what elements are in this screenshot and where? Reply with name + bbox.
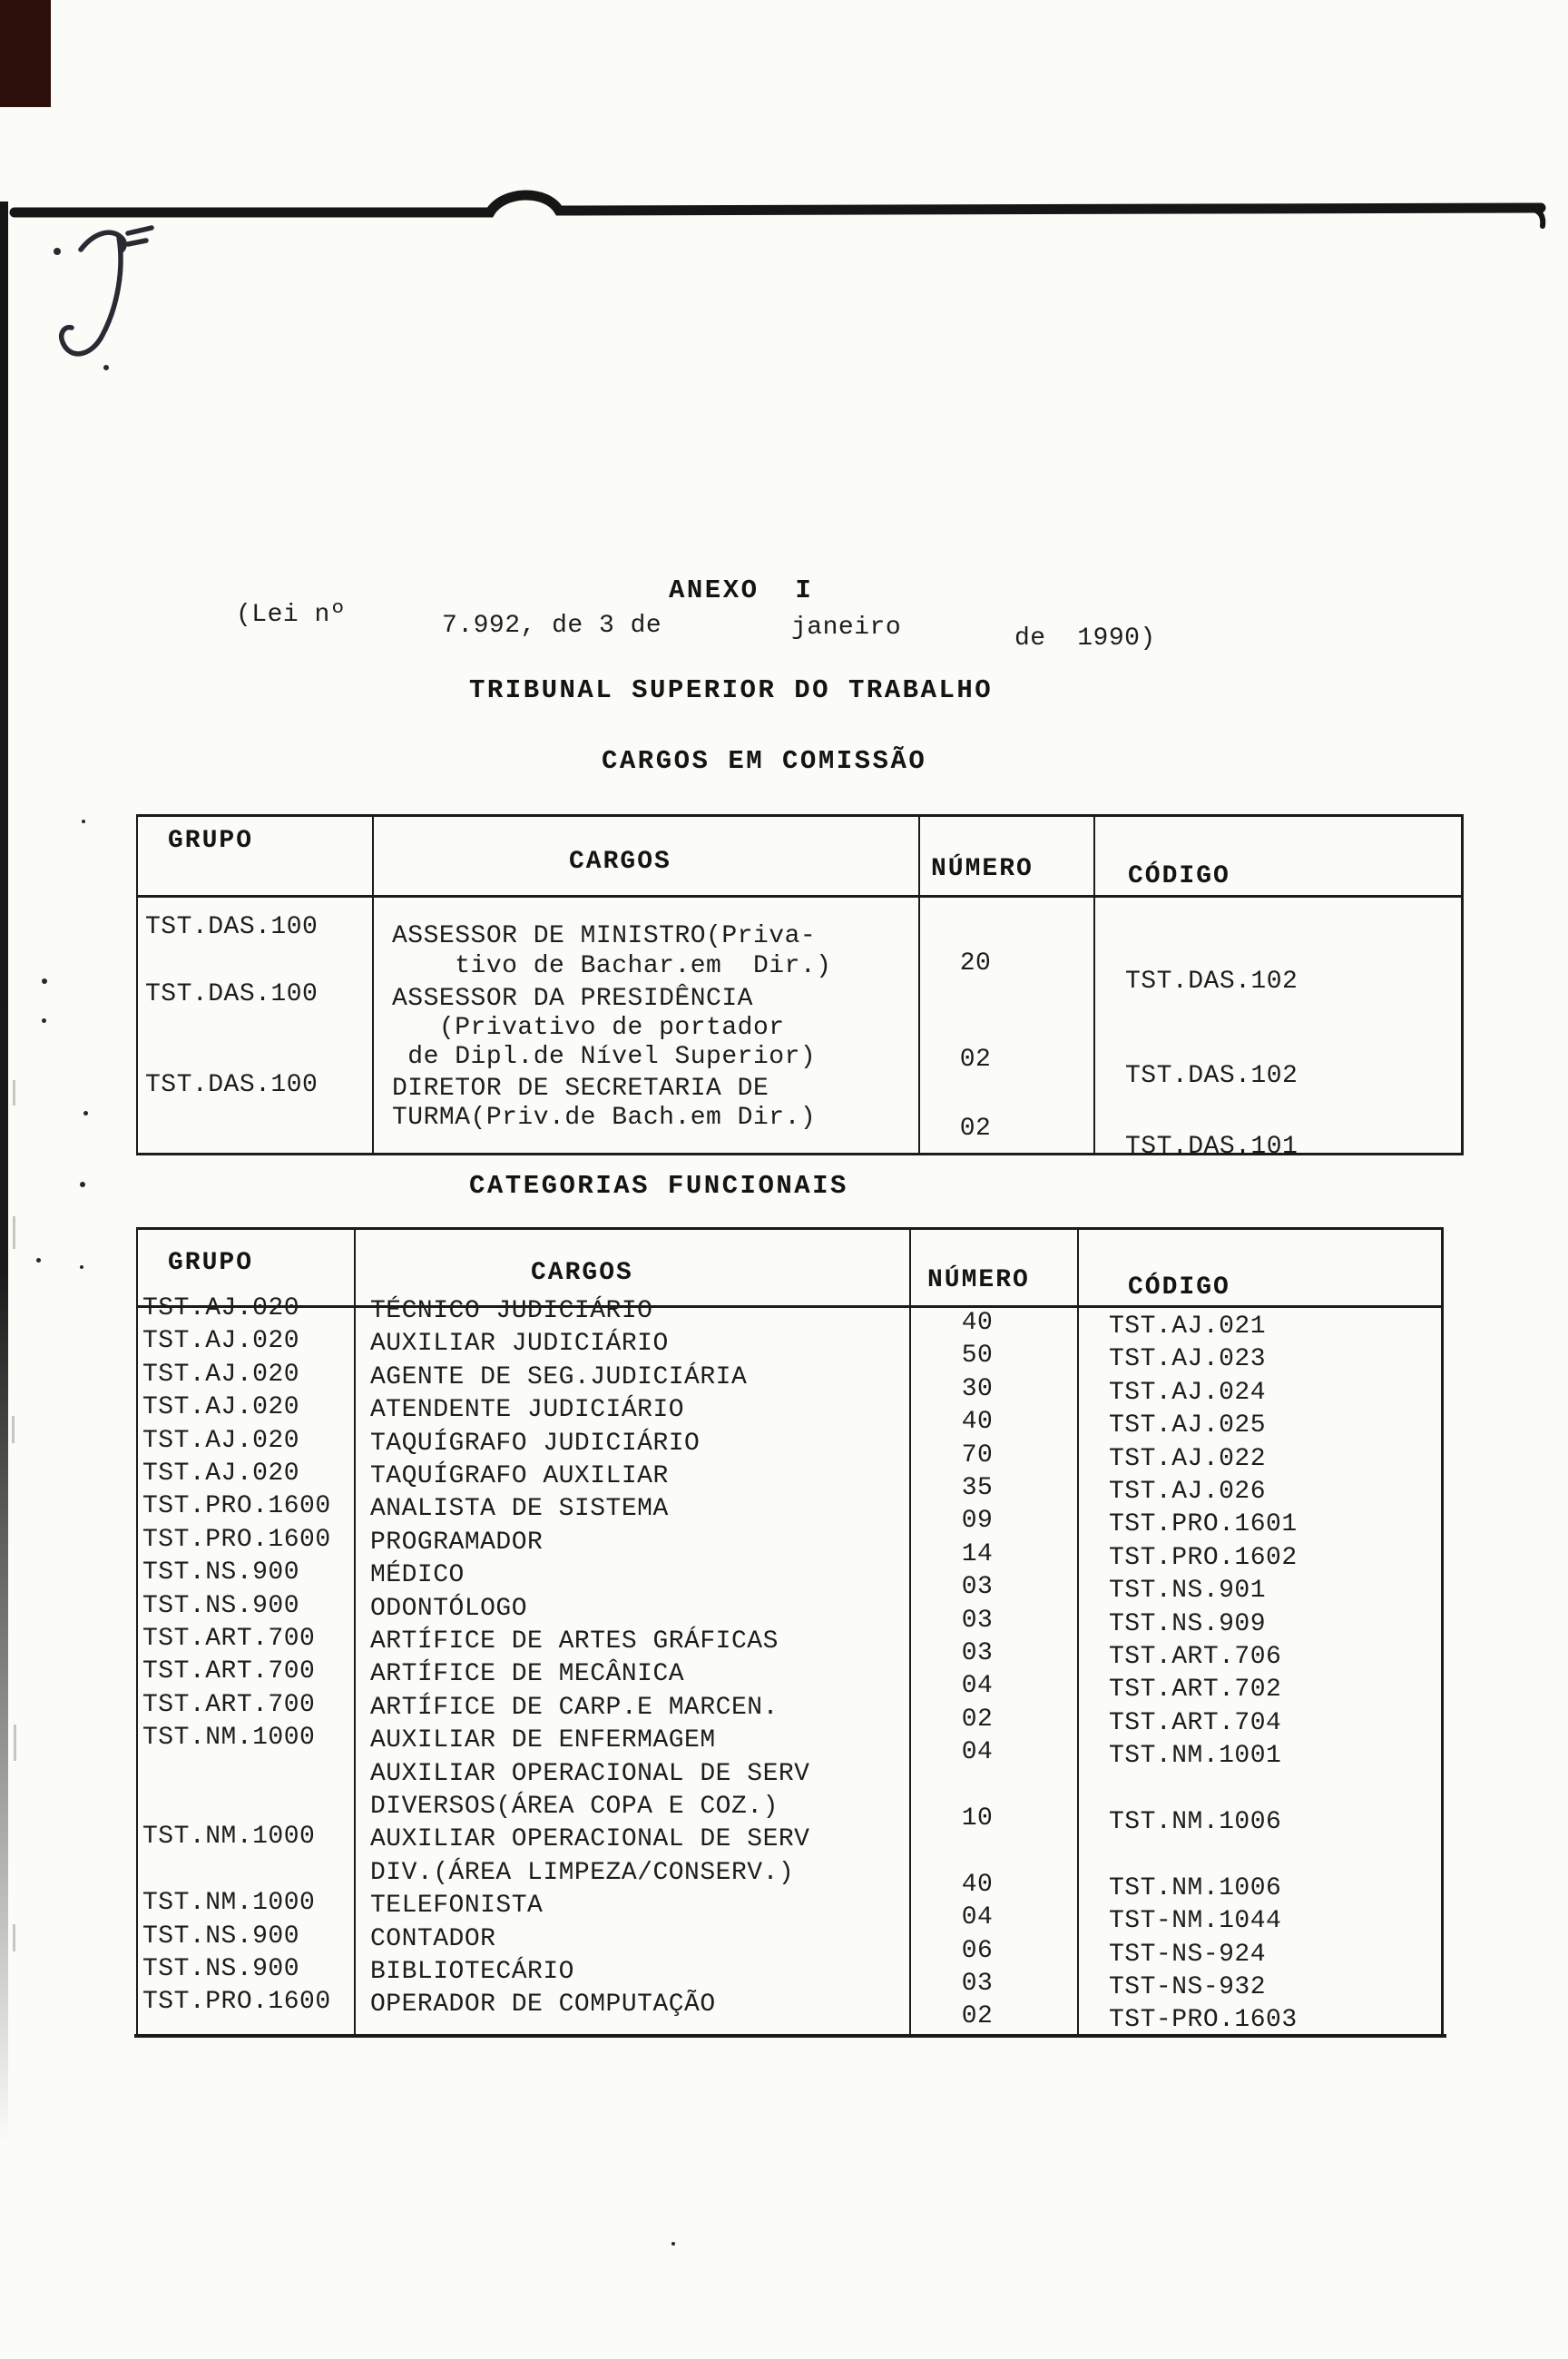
codigo-cell: TST.AJ.022: [1109, 1444, 1267, 1473]
document-title: TRIBUNAL SUPERIOR DO TRABALHO: [469, 675, 994, 705]
cargo-cell: ATENDENTE JUDICIÁRIO: [370, 1396, 685, 1425]
codigo-cell: TST.NM.1006: [1109, 1808, 1282, 1836]
grupo-cell: TST.ART.700: [142, 1625, 316, 1653]
numero-cell: 02: [959, 1115, 992, 1143]
t1-col-codigo: CÓDIGO: [1128, 862, 1230, 890]
numero-cell: 04: [961, 1903, 994, 1932]
numero-cell: 04: [961, 1738, 994, 1767]
t1-col-grupo: GRUPO: [168, 827, 254, 855]
codigo-cell: TST-NS-924: [1109, 1940, 1267, 1969]
codigo-cell: TST.NS.901: [1109, 1577, 1267, 1606]
section-title-categorias: CATEGORIAS FUNCIONAIS: [469, 1171, 848, 1201]
cargo-cell: ASSESSOR DA PRESIDÊNCIA: [392, 985, 753, 1013]
cargo-cell: de Dipl.de Nível Superior): [392, 1043, 817, 1071]
cargo-cell: TELEFONISTA: [370, 1892, 544, 1921]
numero-cell: 10: [961, 1804, 994, 1833]
numero-cell: 03: [961, 1970, 994, 1998]
cargo-cell: DIRETOR DE SECRETARIA DE: [392, 1075, 769, 1103]
numero-cell: 04: [961, 1672, 994, 1701]
codigo-cell: TST.ART.704: [1109, 1708, 1282, 1737]
cargo-cell: (Privativo de portador: [392, 1014, 785, 1042]
grupo-cell: TST.DAS.100: [145, 913, 318, 941]
section-title-comissao: CARGOS EM COMISSÃO: [602, 746, 927, 776]
t2-col-cargos: CARGOS: [531, 1259, 633, 1287]
codigo-cell: TST.DAS.102: [1125, 1062, 1298, 1090]
cargo-cell: ODONTÓLOGO: [370, 1594, 528, 1623]
numero-cell: 06: [961, 1936, 994, 1965]
cargo-cell: MÉDICO: [370, 1561, 465, 1590]
grupo-cell: TST.PRO.1600: [142, 1492, 331, 1521]
codigo-cell: TST-NS-932: [1109, 1973, 1267, 2001]
numero-cell: 02: [961, 1705, 994, 1734]
cargo-cell: ARTÍFICE DE ARTES GRÁFICAS: [370, 1627, 779, 1656]
codigo-cell: TST.NS.909: [1109, 1609, 1267, 1638]
cargo-cell: ASSESSOR DE MINISTRO(Priva-: [392, 922, 817, 950]
codigo-cell: TST.NM.1001: [1109, 1742, 1282, 1771]
grupo-cell: TST.NM.1000: [142, 1724, 316, 1753]
numero-cell: 40: [961, 1870, 994, 1899]
codigo-cell: TST.PRO.1601: [1109, 1510, 1298, 1539]
codigo-cell: TST.ART.702: [1109, 1676, 1282, 1705]
grupo-cell: TST.PRO.1600: [142, 1988, 331, 2017]
law-number: 7.992, de 3 de: [442, 612, 662, 640]
cargo-cell: BIBLIOTECÁRIO: [370, 1958, 574, 1986]
grupo-cell: TST.ART.700: [142, 1690, 316, 1719]
grupo-cell: TST.AJ.020: [142, 1460, 300, 1488]
numero-cell: 03: [961, 1573, 994, 1602]
numero-cell: 09: [961, 1507, 994, 1536]
annex-heading: ANEXO I: [669, 575, 814, 605]
grupo-cell: TST.AJ.020: [142, 1393, 300, 1422]
codigo-cell: TST-PRO.1603: [1109, 2006, 1298, 2035]
numero-cell: 14: [961, 1539, 994, 1568]
numero-cell: 70: [961, 1440, 994, 1469]
codigo-cell: TST.ART.706: [1109, 1643, 1282, 1671]
cargo-cell: OPERADOR DE COMPUTAÇÃO: [370, 1990, 716, 2020]
grupo-cell: TST.AJ.020: [142, 1294, 300, 1322]
codigo-cell: TST-NM.1044: [1109, 1907, 1282, 1936]
grupo-cell: TST.NS.900: [142, 1591, 300, 1620]
numero-cell: 35: [961, 1474, 994, 1502]
t1-col-cargos: CARGOS: [569, 848, 671, 876]
cargo-cell: PROGRAMADOR: [370, 1528, 544, 1557]
grupo-cell: TST.NS.900: [142, 1558, 300, 1587]
law-year: de 1990): [1014, 624, 1156, 653]
numero-cell: 30: [961, 1374, 994, 1403]
numero-cell: 40: [961, 1309, 994, 1337]
t2-col-numero: NÚMERO: [927, 1266, 1030, 1294]
numero-cell: 20: [959, 949, 992, 978]
grupo-cell: TST.ART.700: [142, 1657, 316, 1686]
cargo-cell: tivo de Bachar.em Dir.): [392, 952, 832, 980]
numero-cell: 50: [961, 1342, 994, 1371]
law-prefix: (Lei nº: [236, 601, 347, 629]
numero-cell: 02: [961, 2002, 994, 2031]
cargo-cell: AUXILIAR JUDICIÁRIO: [370, 1330, 669, 1359]
cargo-cell: ARTÍFICE DE MECÂNICA: [370, 1660, 685, 1689]
grupo-cell: TST.NS.900: [142, 1922, 300, 1951]
grupo-cell: TST.AJ.020: [142, 1327, 300, 1356]
cargo-cell: ARTÍFICE DE CARP.E MARCEN.: [370, 1693, 779, 1722]
grupo-cell: TST.DAS.100: [145, 980, 318, 1008]
codigo-cell: TST.AJ.023: [1109, 1345, 1267, 1374]
cargo-cell: AUXILIAR OPERACIONAL DE SERV: [370, 1825, 810, 1854]
grupo-cell: TST.NS.900: [142, 1955, 300, 1983]
law-month: janeiro: [791, 614, 902, 642]
codigo-cell: TST.AJ.021: [1109, 1312, 1267, 1341]
grupo-cell: TST.NM.1000: [142, 1889, 316, 1918]
numero-cell: 03: [961, 1606, 994, 1635]
numero-cell: 03: [961, 1639, 994, 1667]
codigo-cell: TST.AJ.024: [1109, 1378, 1267, 1407]
grupo-cell: TST.PRO.1600: [142, 1525, 331, 1554]
cargo-cell: TURMA(Priv.de Bach.em Dir.): [392, 1104, 817, 1132]
grupo-cell: TST.DAS.100: [145, 1071, 318, 1099]
codigo-cell: TST.DAS.101: [1125, 1133, 1298, 1161]
cargo-cell: DIVERSOS(ÁREA COPA E COZ.): [370, 1793, 779, 1821]
cargo-cell: TÉCNICO JUDICIÁRIO: [370, 1297, 653, 1325]
codigo-cell: TST.NM.1006: [1109, 1873, 1282, 1902]
cargo-cell: AUXILIAR DE ENFERMAGEM: [370, 1726, 716, 1755]
codigo-cell: TST.PRO.1602: [1109, 1543, 1298, 1572]
codigo-cell: TST.AJ.025: [1109, 1411, 1267, 1440]
grupo-cell: TST.NM.1000: [142, 1823, 316, 1852]
grupo-cell: TST.AJ.020: [142, 1426, 300, 1455]
cargo-cell: CONTADOR: [370, 1924, 496, 1953]
codigo-cell: TST.AJ.026: [1109, 1478, 1267, 1506]
t2-col-grupo: GRUPO: [168, 1249, 254, 1277]
grupo-cell: TST.AJ.020: [142, 1360, 300, 1389]
cargo-cell: AGENTE DE SEG.JUDICIÁRIA: [370, 1362, 748, 1391]
t2-col-codigo: CÓDIGO: [1128, 1273, 1230, 1302]
cargo-cell: TAQUÍGRAFO JUDICIÁRIO: [370, 1429, 701, 1458]
cargo-cell: ANALISTA DE SISTEMA: [370, 1495, 669, 1524]
t1-col-numero: NÚMERO: [931, 855, 1034, 883]
cargo-cell: AUXILIAR OPERACIONAL DE SERV: [370, 1759, 810, 1788]
numero-cell: 02: [959, 1046, 992, 1074]
cargo-cell: DIV.(ÁREA LIMPEZA/CONSERV.): [370, 1858, 795, 1887]
cargo-cell: TAQUÍGRAFO AUXILIAR: [370, 1462, 669, 1490]
codigo-cell: TST.DAS.102: [1125, 968, 1298, 996]
numero-cell: 40: [961, 1408, 994, 1437]
